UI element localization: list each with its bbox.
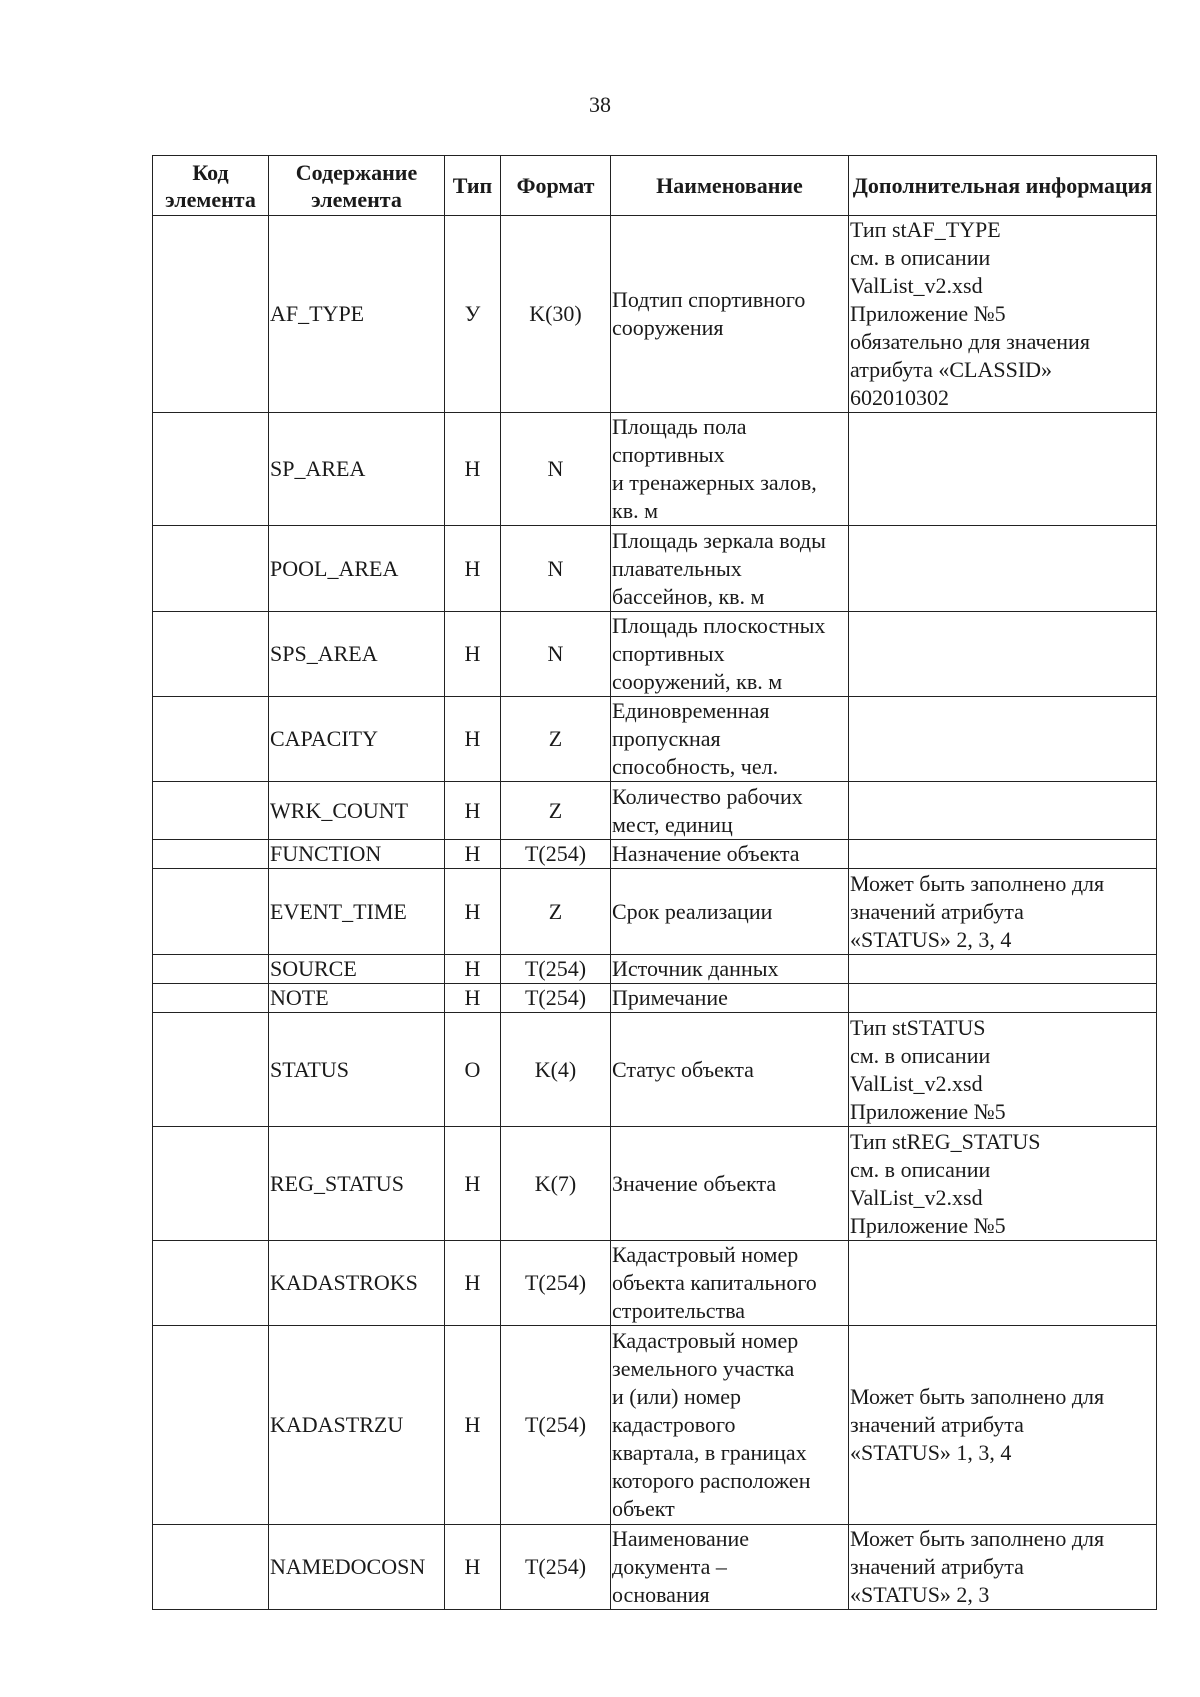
cell-element: KADASTRZU [269, 1326, 445, 1525]
cell-element: WRK_COUNT [269, 782, 445, 840]
cell-code [153, 955, 269, 984]
header-name: Наименование [611, 156, 849, 216]
cell-format: K(7) [501, 1127, 611, 1241]
cell-type: Н [445, 413, 501, 526]
cell-name: Кадастровый номер объекта капитального строительства [611, 1241, 849, 1326]
cell-type: Н [445, 782, 501, 840]
cell-type: О [445, 1013, 501, 1127]
cell-info [849, 612, 1157, 697]
cell-format: Z [501, 869, 611, 955]
cell-code [153, 526, 269, 612]
cell-name: Срок реализации [611, 869, 849, 955]
cell-type: Н [445, 955, 501, 984]
cell-name: Площадь пола спортивных и тренажерных залов, кв. м [611, 413, 849, 526]
cell-name: Количество рабочих мест, единиц [611, 782, 849, 840]
table-row [153, 413, 1157, 526]
table-row [153, 955, 1157, 984]
cell-element: NAMEDOCOSN [269, 1525, 445, 1610]
cell-format: Z [501, 697, 611, 782]
cell-type: Н [445, 1525, 501, 1610]
cell-info [849, 1241, 1157, 1326]
cell-name: Площадь зеркала воды плавательных бассейнов, кв. м [611, 526, 849, 612]
cell-code [153, 1241, 269, 1326]
header-type: Тип [445, 156, 501, 216]
cell-info: Тип stREG_STATUS см. в описании ValList_v2.xsd Приложение №5 [849, 1127, 1157, 1241]
header-format: Формат [501, 156, 611, 216]
cell-format: T(254) [501, 1525, 611, 1610]
cell-element: SOURCE [269, 955, 445, 984]
cell-code [153, 1525, 269, 1610]
table-row [153, 869, 1157, 955]
cell-name: Назначение объекта [611, 840, 849, 869]
cell-info [849, 984, 1157, 1013]
table-row [153, 612, 1157, 697]
cell-format: T(254) [501, 1241, 611, 1326]
cell-info [849, 782, 1157, 840]
cell-type: Н [445, 1241, 501, 1326]
cell-code [153, 840, 269, 869]
cell-code [153, 869, 269, 955]
cell-element: STATUS [269, 1013, 445, 1127]
cell-info: Может быть заполнено для значений атрибута «STATUS» 2, 3 [849, 1525, 1157, 1610]
attribute-table [152, 155, 1157, 1610]
cell-format: K(30) [501, 216, 611, 413]
cell-format: T(254) [501, 1326, 611, 1525]
cell-info [849, 413, 1157, 526]
cell-type: Н [445, 869, 501, 955]
cell-type: Н [445, 526, 501, 612]
cell-element: KADASTROKS [269, 1241, 445, 1326]
cell-format: K(4) [501, 1013, 611, 1127]
cell-info: Может быть заполнено для значений атрибута «STATUS» 1, 3, 4 [849, 1326, 1157, 1525]
cell-name: Подтип спортивного сооружения [611, 216, 849, 413]
table-row [153, 1525, 1157, 1610]
cell-type: Н [445, 840, 501, 869]
cell-name: Наименование документа – основания [611, 1525, 849, 1610]
cell-code [153, 782, 269, 840]
cell-element: SPS_AREA [269, 612, 445, 697]
table-row [153, 782, 1157, 840]
cell-info [849, 526, 1157, 612]
cell-code [153, 1326, 269, 1525]
cell-element: EVENT_TIME [269, 869, 445, 955]
cell-element: FUNCTION [269, 840, 445, 869]
cell-type: Н [445, 984, 501, 1013]
cell-info [849, 697, 1157, 782]
cell-format: T(254) [501, 984, 611, 1013]
table-row [153, 1127, 1157, 1241]
cell-element: POOL_AREA [269, 526, 445, 612]
cell-format: N [501, 612, 611, 697]
cell-type: У [445, 216, 501, 413]
cell-type: Н [445, 612, 501, 697]
cell-info: Тип stSTATUS см. в описании ValList_v2.xsd Приложение №5 [849, 1013, 1157, 1127]
cell-name: Площадь плоскостных спортивных сооружений, кв. м [611, 612, 849, 697]
cell-element: REG_STATUS [269, 1127, 445, 1241]
table-row [153, 840, 1157, 869]
cell-info [849, 955, 1157, 984]
cell-type: Н [445, 1127, 501, 1241]
table-row [153, 1326, 1157, 1525]
cell-name: Примечание [611, 984, 849, 1013]
cell-info [849, 840, 1157, 869]
cell-info: Тип stAF_TYPE см. в описании ValList_v2.xsd Приложение №5 обязательно для значения атрибута «CLASSID» 602010302 [849, 216, 1157, 413]
cell-name: Единовременная пропускная способность, чел. [611, 697, 849, 782]
table-row [153, 216, 1157, 413]
cell-format: N [501, 526, 611, 612]
cell-element: NOTE [269, 984, 445, 1013]
cell-format: Z [501, 782, 611, 840]
cell-name: Источник данных [611, 955, 849, 984]
cell-element: CAPACITY [269, 697, 445, 782]
cell-element: AF_TYPE [269, 216, 445, 413]
cell-code [153, 413, 269, 526]
cell-type: Н [445, 1326, 501, 1525]
table-row [153, 984, 1157, 1013]
table-row [153, 697, 1157, 782]
table-row [153, 1013, 1157, 1127]
cell-code [153, 984, 269, 1013]
table-row [153, 526, 1157, 612]
cell-code [153, 1127, 269, 1241]
header-content: Содержание элемента [269, 156, 445, 216]
page-number: 38 [589, 92, 611, 117]
cell-element: SP_AREA [269, 413, 445, 526]
cell-format: T(254) [501, 840, 611, 869]
cell-code [153, 1013, 269, 1127]
cell-name: Значение объекта [611, 1127, 849, 1241]
cell-type: Н [445, 697, 501, 782]
cell-code [153, 697, 269, 782]
cell-name: Статус объекта [611, 1013, 849, 1127]
cell-code [153, 216, 269, 413]
header-info: Дополнительная информация [849, 156, 1157, 216]
cell-name: Кадастровый номер земельного участка и (или) номер кадастрового квартала, в границах которого расположен объект [611, 1326, 849, 1525]
cell-format: N [501, 413, 611, 526]
header-code: Код элемента [153, 156, 269, 216]
table-header-row [153, 156, 1157, 216]
table-row [153, 1241, 1157, 1326]
cell-code [153, 612, 269, 697]
cell-info: Может быть заполнено для значений атрибута «STATUS» 2, 3, 4 [849, 869, 1157, 955]
cell-format: T(254) [501, 955, 611, 984]
